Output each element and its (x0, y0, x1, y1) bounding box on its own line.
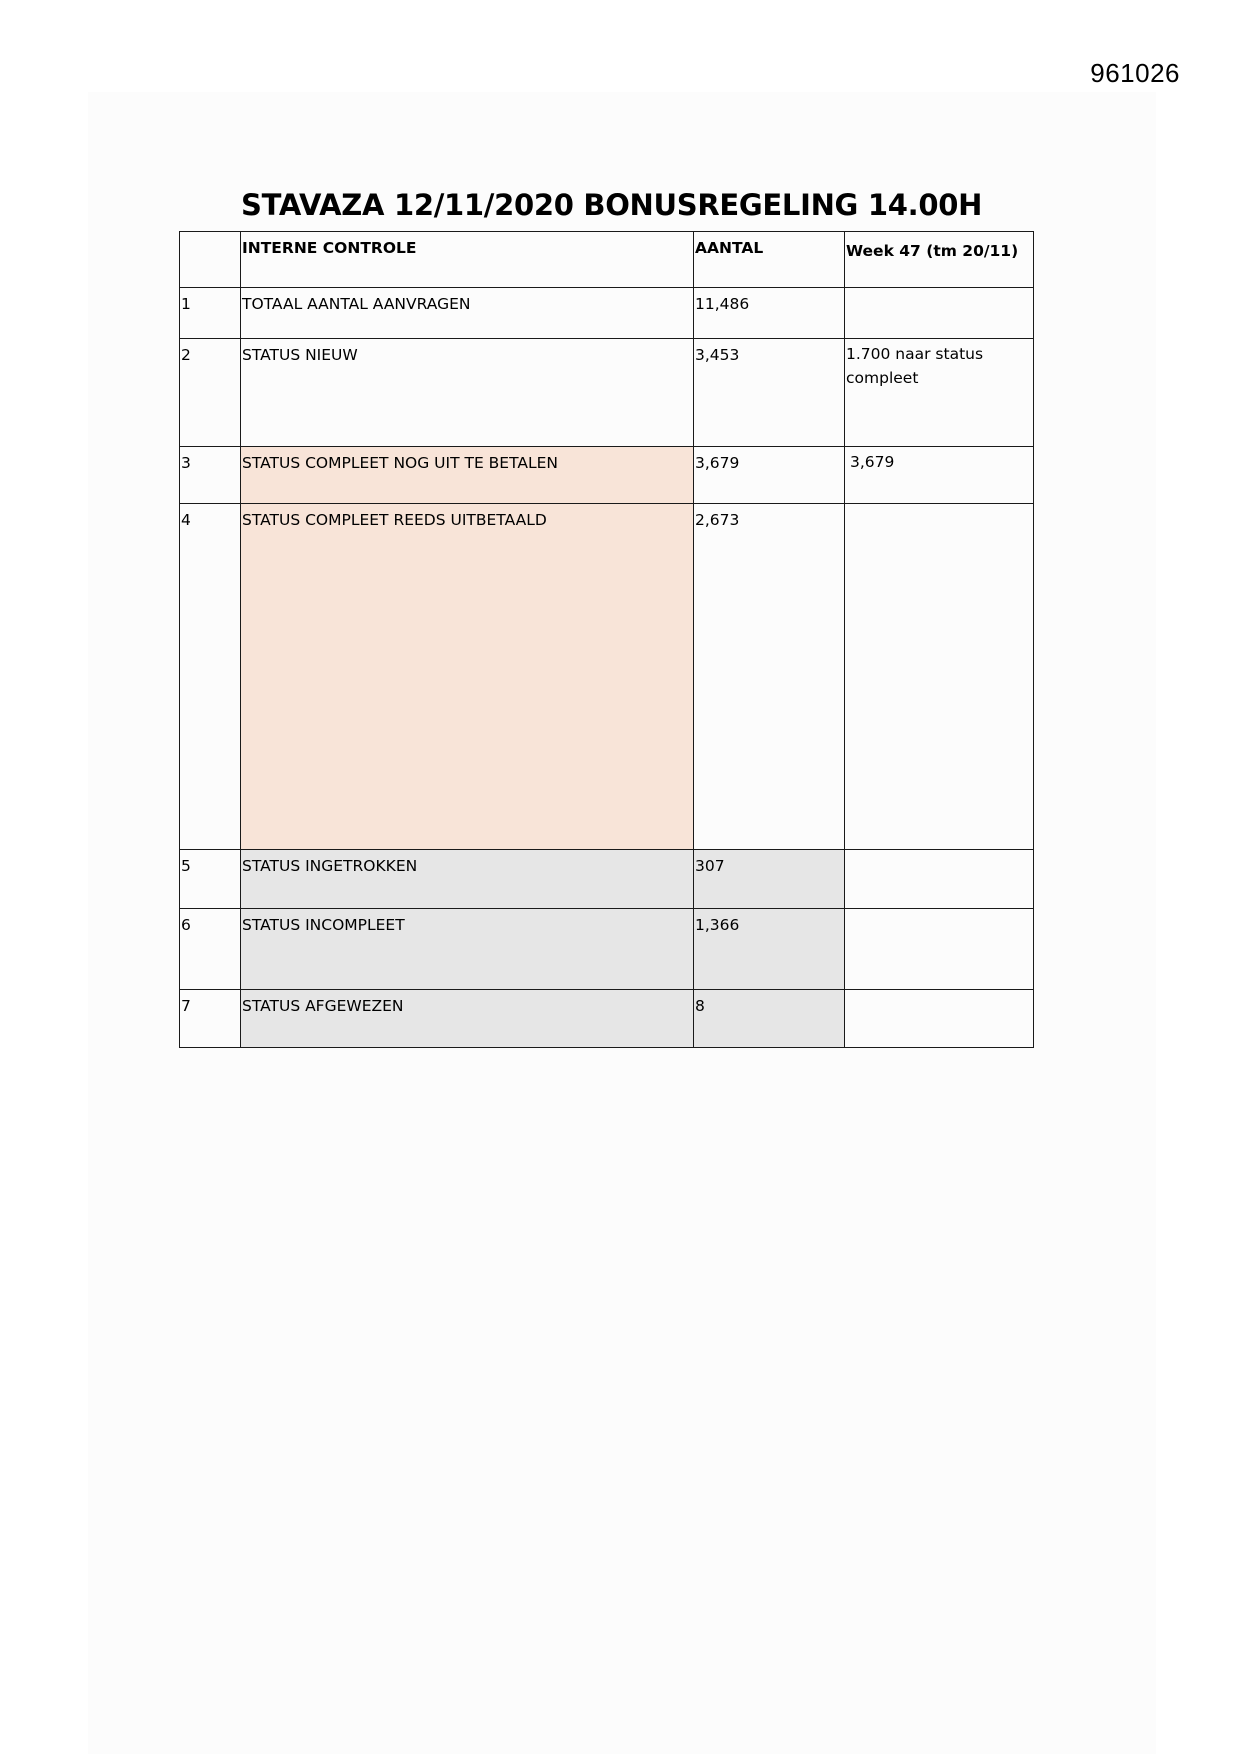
table-row (180, 850, 1034, 909)
table-row (180, 447, 1034, 504)
row-week (845, 504, 1034, 850)
row-nr: 1 (180, 288, 241, 339)
row-week: 1.700 naar status compleet (845, 339, 1034, 447)
row-nr: 7 (180, 990, 241, 1048)
status-table (179, 231, 1034, 1048)
row-week: 3,679 (845, 447, 1034, 504)
table-row (180, 288, 1034, 339)
table-row (180, 504, 1034, 850)
row-week (845, 909, 1034, 990)
row-description: STATUS COMPLEET REEDS UITBETAALD (241, 504, 694, 850)
row-nr: 3 (180, 447, 241, 504)
header-count: AANTAL (694, 232, 845, 288)
table-row (180, 909, 1034, 990)
row-description: STATUS AFGEWEZEN (241, 990, 694, 1048)
row-description: TOTAAL AANTAL AANVRAGEN (241, 288, 694, 339)
row-week (845, 990, 1034, 1048)
row-count: 3,453 (694, 339, 845, 447)
row-count: 1,366 (694, 909, 845, 990)
header-description: INTERNE CONTROLE (241, 232, 694, 288)
row-description: STATUS INGETROKKEN (241, 850, 694, 909)
row-nr: 6 (180, 909, 241, 990)
row-count: 11,486 (694, 288, 845, 339)
row-count: 2,673 (694, 504, 845, 850)
row-description: STATUS COMPLEET NOG UIT TE BETALEN (241, 447, 694, 504)
row-description: STATUS INCOMPLEET (241, 909, 694, 990)
table-row (180, 990, 1034, 1048)
header-week: Week 47 (tm 20/11) (845, 232, 1034, 288)
document-number: 961026 (1090, 58, 1180, 88)
row-nr: 4 (180, 504, 241, 850)
table-row (180, 339, 1034, 447)
row-week (845, 850, 1034, 909)
row-nr: 2 (180, 339, 241, 447)
table-header-row (180, 232, 1034, 288)
row-nr: 5 (180, 850, 241, 909)
page-title: STAVAZA 12/11/2020 BONUSREGELING 14.00H (241, 188, 983, 222)
row-count: 8 (694, 990, 845, 1048)
row-week (845, 288, 1034, 339)
row-description: STATUS NIEUW (241, 339, 694, 447)
row-count: 3,679 (694, 447, 845, 504)
row-count: 307 (694, 850, 845, 909)
header-nr (180, 232, 241, 288)
